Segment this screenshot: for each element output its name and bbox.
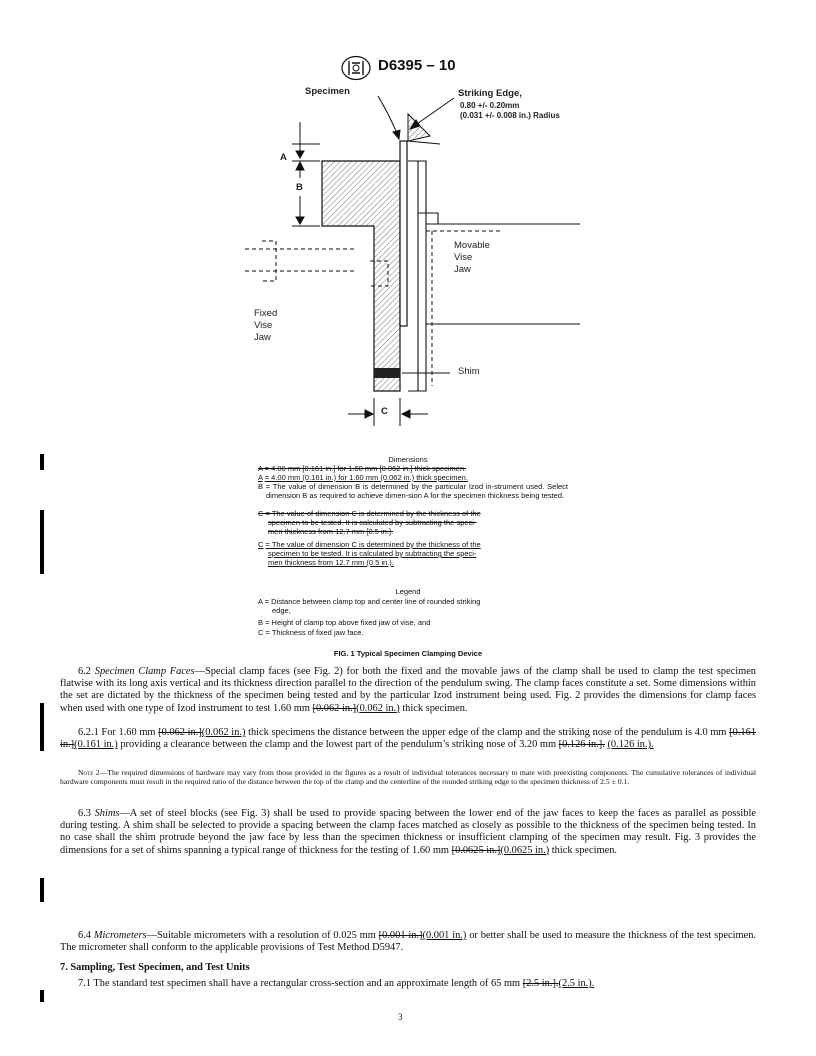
inserted-text: (0.126 in.). [607,739,654,751]
dim-c-inserted-3: men thickness from 12.7 mm (0.5 in.). [268,558,394,567]
sec-6-2-num: 6.2 [78,666,91,677]
movable-jaw-label-1: Movable [454,240,490,251]
paragraph-6-2-1 [60,727,756,751]
paragraph-6-3 [60,808,756,857]
dimensions-title: Dimensions [388,455,428,464]
figure-caption: FIG. 1 Typical Specimen Clamping Device [333,649,483,658]
dim-a-deleted: A = 4.00 mm [0.161 in.] for 1.60 mm [0.062 in.] thick specimen. [258,464,467,473]
change-bar [40,510,44,574]
movable-jaw [408,161,580,391]
legend-b: B = Height of clamp top above fixed jaw of vise, and [258,618,431,627]
striking-edge-dims-1: 0.80 +/- 0.20mm [460,101,520,110]
paragraph-7-1 [60,978,756,990]
dim-b-label: B [296,182,303,193]
dim-c-deleted-2: specimen to be tested. It is calculated by subtracting the speci- [268,518,477,527]
dim-c-text-1: = The value of dimension C is determined by the thickness of the [265,540,481,549]
sec-7-1-text: 7.1 The standard test specimen shall have a rectangular cross-section and an approximate length of 65 mm [78,978,521,989]
legend-c: C = Thickness of fixed jaw face. [258,628,364,637]
inserted-text: (0.062 in.) [201,727,246,738]
shim-block [374,368,400,378]
dim-c-key: C [258,540,264,549]
legend-title: Legend [395,587,421,596]
legend-a-2: edge, [272,606,291,615]
change-bar [40,454,44,470]
section-7-heading: 7. Sampling, Test Specimen, and Test Units [60,962,250,973]
designation: D6395 – 10 [378,57,456,74]
dim-a-text: = 4.00 mm (0.161 in.) for 1.60 mm (0.062 in.) thick specimen. [264,473,468,482]
dim-c-deleted-3: men thickness from 12.7 mm [0.5 in.]. [268,527,394,536]
fixed-jaw-label-1: Fixed [254,308,278,319]
movable-jaw-label-2: Vise [454,252,473,263]
paragraph-6-4 [60,930,756,954]
sec-6-3-text: —A set of steel blocks (see Fig. 3) shall be used to provide spacing between the lower end of the jaw faces to keep the faces as parallel as possible during testing. A shim shall be selected to provide a spacing between the clamp faces matched as closely as possible to the thickness of the specimen being tested. In no case shall the shim protrude beyond the jaw face by less than the specimen thickness or insufficient clamping of the specimen may result. Fig. 3 provides the dimensions for a set of shims spanning a typical range of thickness for the testing of 1.60 mm [60,808,756,856]
sec-6-2-text: —Special clamp faces (see Fig. 2) for both the fixed and the movable jaws of the clamp shall be used to clamp the test specimen flatwise with its long axis vertical and its thickness direction parallel to the direction of the pendulum swing. The clamp faces constitute a set. Some dimensions within the set are dictated by the thickness of the specimen being tested and by the particular Izod instrument being used. Fig. 2 provides the dimensions for clamp faces when used with one type of Izod instrument to test 1.60 mm [60,666,756,714]
sec-6-4-tail: or better shall be used to measure the thickness of the test specimen. The micrometer shall conform to the applicable provisions of Test Method D5947. [60,930,756,954]
deleted-text: [0.161 in.] [60,727,757,751]
sec-6-2-title: Specimen Clamp Faces [94,666,195,677]
inserted-text: (2.5 in.). [558,978,595,989]
sec-6-2-1-p3: providing a clearance between the clamp and the lowest part of the pendulum’s striking nose of 3.20 mm [120,739,557,751]
fixed-jaw-label-3: Jaw [254,332,271,343]
dim-c-label: C [381,406,388,417]
dim-a-inserted [258,473,560,482]
sec-6-3-tail: thick specimen. [551,844,617,856]
dim-c-inserted-1 [258,540,560,549]
sec-6-2-1-p1: 6.2.1 For 1.60 mm [78,727,156,738]
deleted-text: [0.126 in.]. [558,739,605,751]
sec-6-3-num: 6.3 [78,808,91,819]
sec-6-4-text: —Suitable micrometers with a resolution of 0.025 mm [146,930,376,941]
deleted-text: [0.0625 in.] [451,844,501,856]
dim-a-key: A [258,473,263,482]
inserted-text: (0.001 in.) [422,930,467,941]
sec-6-2-1-p2: thick specimens the distance between the upper edge of the clamp and the striking nose of the pendulum is 4.0 mm [248,727,727,738]
page-number: 3 [398,1012,403,1022]
fixed-jaw-label-2: Vise [254,320,273,331]
fixed-jaw-block [322,161,400,391]
inserted-text: (0.062 in.) [356,702,400,714]
clamping-device-diagram [240,86,590,426]
inserted-text: (0.0625 in.) [500,844,550,856]
change-bar [40,990,44,1002]
paragraph-6-2 [60,666,756,715]
deleted-text: [2.5 in.]. [522,978,559,989]
sec-6-2-tail: thick specimen. [402,702,468,714]
figure-1 [240,86,590,426]
dim-c-inserted-2: specimen to be tested. It is calculated by subtracting the speci- [268,549,477,558]
striking-edge-label: Striking Edge, [458,88,522,99]
note-2-text: —The required dimensions of hardware may vary from those provided in the figures as a result of individual tolerances necessary to mate with preexisting components. The cumulative tolerances of individual hardware components must result in the required ratio of the distance between the top of the clamp and the centerline of the rounded striking edge to the specimen thickness of 2.5 ± 0.1. [60,768,756,787]
change-bar [40,703,44,751]
dim-a-label: A [280,152,287,163]
note-2-label: Note 2 [78,768,100,777]
deleted-text: [0.001 in.] [378,930,423,941]
deleted-text: [0.062 in.] [312,702,357,714]
legend-a-1: A = Distance between clamp top and center line of rounded striking [258,597,481,606]
note-2 [60,768,756,787]
specimen-label: Specimen [305,86,350,97]
inserted-text: (0.161 in.) [74,739,118,751]
dim-c-deleted-1: C = The value of dimension C is determined by the thickness of the [258,509,481,518]
deleted-text: [0.062 in.] [158,727,202,738]
specimen-bar [400,141,407,326]
sec-6-4-num: 6.4 [78,930,91,941]
movable-jaw-label-3: Jaw [454,264,471,275]
change-bar [40,878,44,902]
document-header [340,55,490,81]
sec-6-4-title: Micrometers [93,930,147,941]
dim-b: B = The value of dimension B is determined by the particular Izod in-strument used. Select dimension B as required to achieve dimen-sion A for the specimen thickness being tested. [258,482,568,500]
striking-edge-dims-2: (0.031 +/- 0.008 in.) Radius [460,111,560,120]
astm-logo-icon [340,55,372,81]
shim-label: Shim [458,366,480,377]
sec-6-3-title: Shims [94,808,120,819]
